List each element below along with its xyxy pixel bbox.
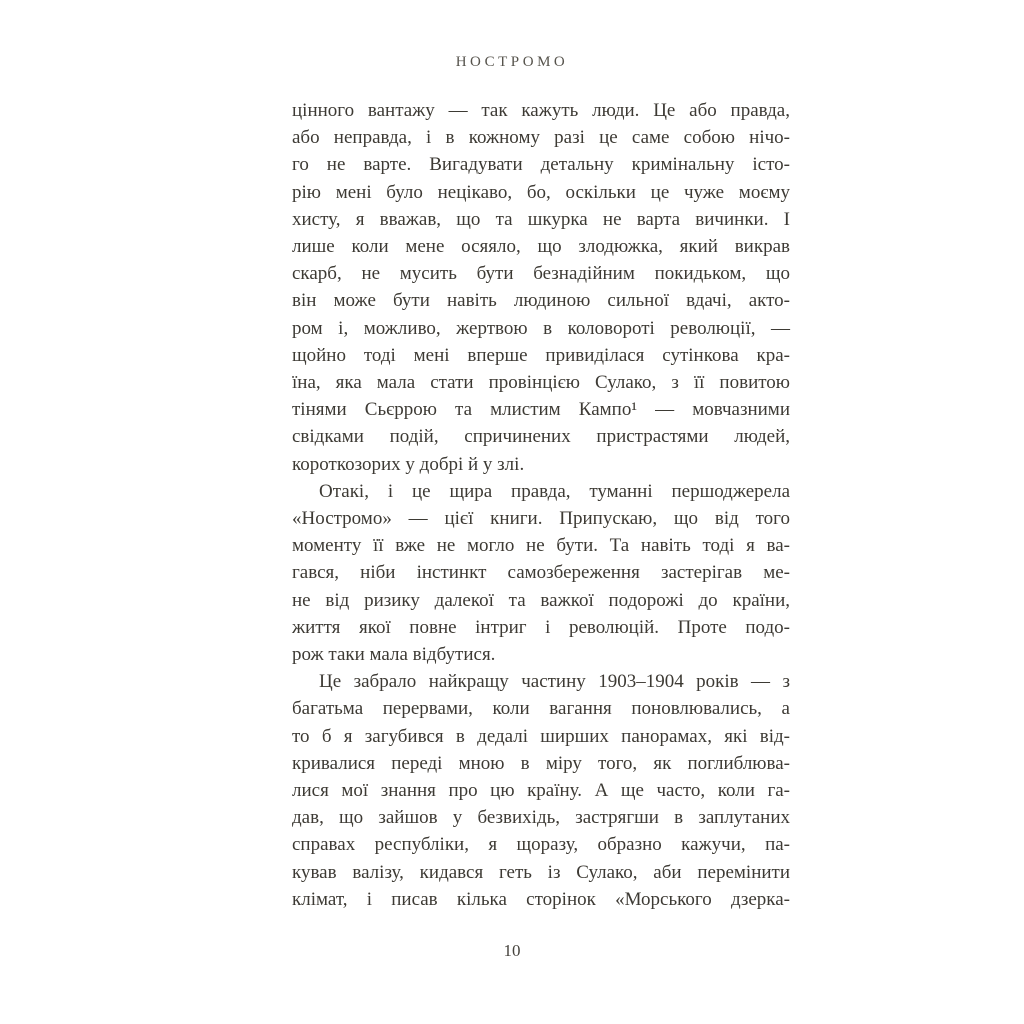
text-line: їна, яка мала стати провінцією Сулако, з її повитою xyxy=(292,372,790,394)
text-line: хисту, я вважав, що та шкурка не варта вичинки. І xyxy=(292,208,790,230)
text-line: рію мені було нецікаво, бо, оскільки це чуже моєму xyxy=(292,181,790,203)
text-line: кував валізу, кидався геть із Сулако, аби перемінити xyxy=(292,861,790,883)
text-line: справах республіки, я щоразу, образно кажучи, па- xyxy=(292,834,790,856)
text-line: щойно тоді мені вперше привиділася сутінкова кра- xyxy=(292,344,790,366)
text-line: Отакі, і це щира правда, туманні першоджерела xyxy=(319,480,790,502)
text-line: дав, що зайшов у безвихідь, застрягши в заплутаних xyxy=(292,807,790,829)
text-line: короткозорих у добрі й у злі. xyxy=(292,453,525,475)
text-line: багатьма перервами, коли вагання поновлювались, а xyxy=(292,698,790,720)
text-line: цінного вантажу — так кажуть люди. Це або правда, xyxy=(292,100,790,121)
text-line: рож таки мала відбутися. xyxy=(292,644,496,666)
text-line: ром і, можливо, жертвою в коловороті революції, — xyxy=(292,317,790,339)
text-line: моменту її вже не могло не бути. Та навіть тоді я ва- xyxy=(292,535,790,557)
text-line: тінями Сьєррою та млистим Кампо¹ — мовчазними xyxy=(292,399,790,421)
text-line: гався, ніби інстинкт самозбереження застерігав ме- xyxy=(292,562,790,584)
text-line: не від ризику далекої та важкої подорожі до країни, xyxy=(292,589,790,611)
text-line: він може бути навіть людиною сильної вдачі, акто- xyxy=(292,290,790,312)
text-line: лися мої знання про цю країну. А ще часто, коли га- xyxy=(292,780,790,802)
text-line: або неправда, і в кожному разі це саме собою нічо- xyxy=(292,127,790,149)
text-block xyxy=(292,97,790,913)
text-line: свідками подій, спричинених пристрастями людей, xyxy=(292,426,790,448)
text-line: скарб, не мусить бути безнадійним покидьком, що xyxy=(292,263,790,285)
text-line: то б я загубився в дедалі ширших панорамах, які від- xyxy=(292,725,790,747)
text-line: лише коли мене осяяло, що злодюжка, який викрав xyxy=(292,236,790,258)
page-number: 10 xyxy=(503,941,521,960)
text-line: кривалися переді мною в міру того, як поглиблюва- xyxy=(292,752,790,774)
text-line: Це забрало найкращу частину 1903–1904 років — з xyxy=(319,671,790,693)
text-line: клімат, і писав кілька сторінок «Морського дзерка- xyxy=(292,888,790,910)
running-header: НОСТРОМО xyxy=(455,54,569,70)
text-line: життя якої повне інтриг і революцій. Проте подо- xyxy=(292,616,790,638)
text-line: «Ностромо» — цієї книги. Припускаю, що від того xyxy=(292,508,790,530)
text-line: го не варте. Вигадувати детальну кримінальну істо- xyxy=(292,154,790,176)
